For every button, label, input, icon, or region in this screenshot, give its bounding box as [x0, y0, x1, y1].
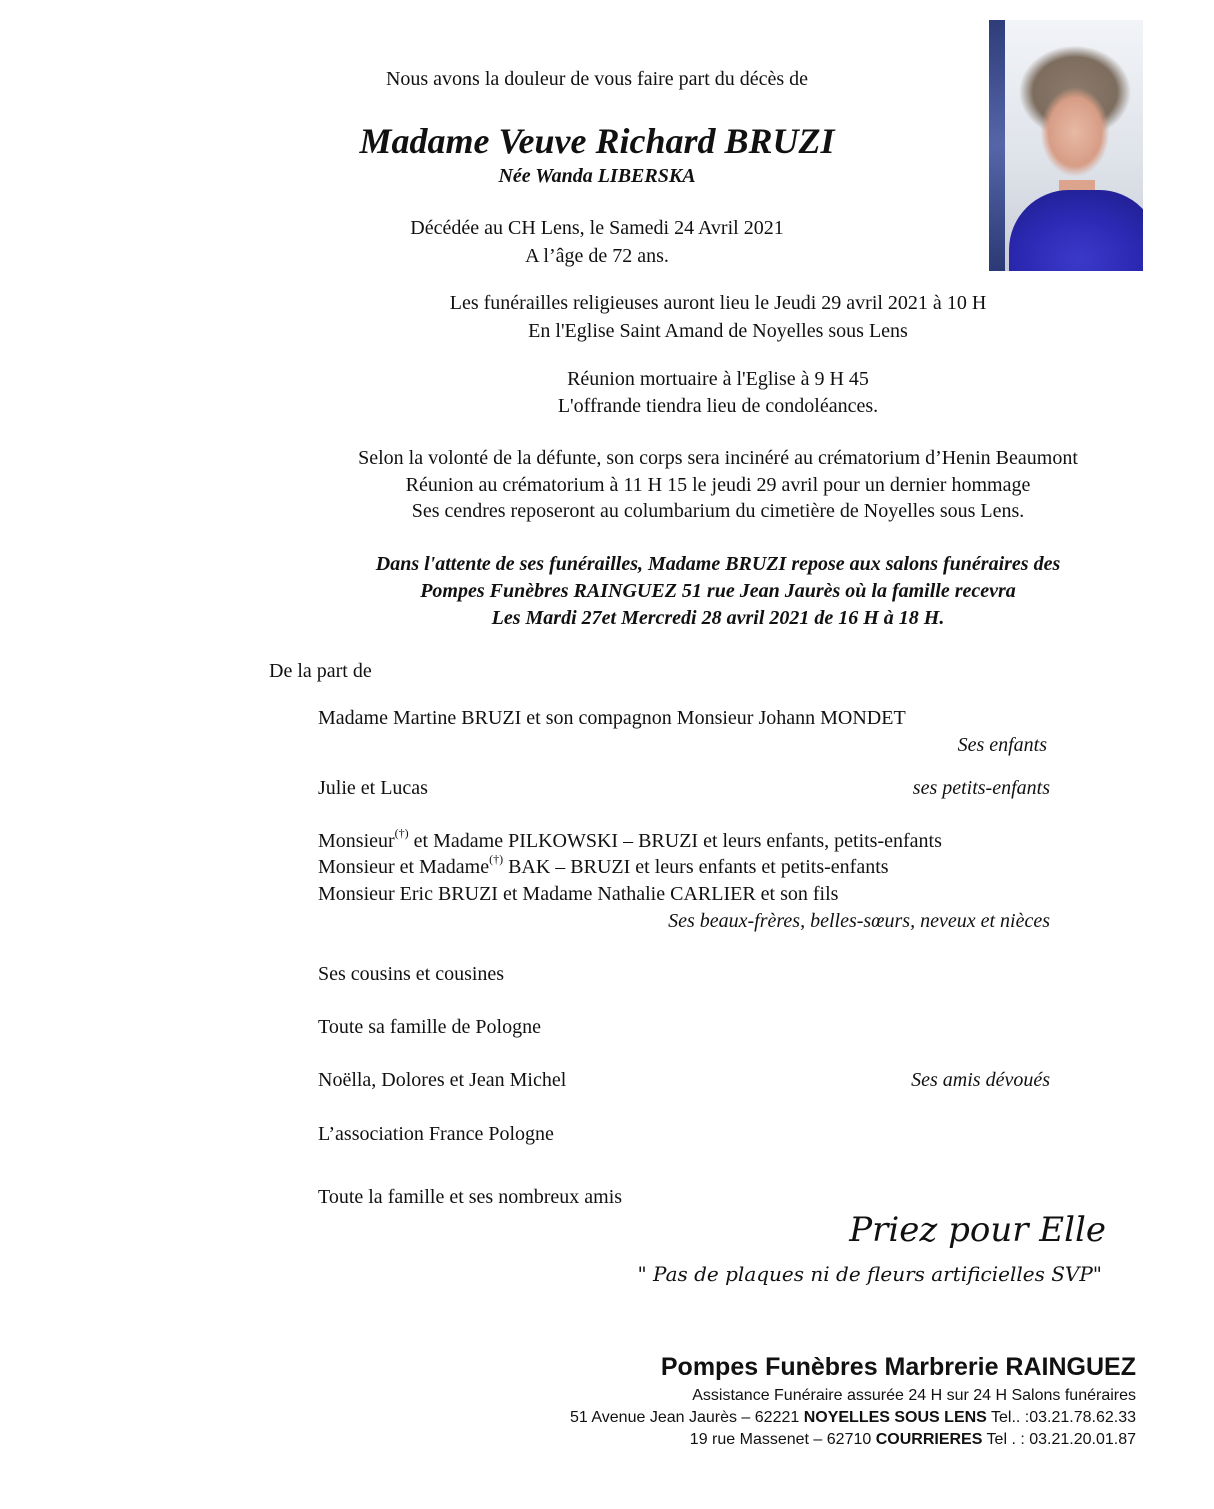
cremation-line-1: Selon la volonté de la défunte, son corps sera incinéré au crématorium d’Henin Beaumont	[358, 447, 1078, 469]
inlaw-line-2: Monsieur et Madame(†) BAK – BRUZI et leurs enfants et petits-enfants	[318, 852, 889, 878]
inlaw-line-3: Monsieur Eric BRUZI et Madame Nathalie CARLIER et son fils	[318, 883, 839, 905]
portrait-photo	[989, 20, 1143, 271]
age-line: A l’âge de 72 ans.	[525, 245, 669, 267]
salon-line-2: Pompes Funèbres RAINGUEZ 51 rue Jean Jaurès où la famille recevra	[420, 580, 1016, 602]
address-noyelles: 51 Avenue Jean Jaurès – 62221 NOYELLES SOUS LENS Tel.. :03.21.78.62.33	[570, 1409, 1136, 1426]
inlaws-role: Ses beaux-frères, belles-sœurs, neveux et nièces	[668, 910, 1050, 932]
deceased-name: Madame Veuve Richard BRUZI	[359, 121, 835, 161]
no-flowers-note: " Pas de plaques ni de fleurs artificielles SVP"	[637, 1262, 1102, 1286]
all-family-line: Toute la famille et ses nombreux amis	[318, 1186, 623, 1208]
deceased-mark: (†)	[489, 852, 504, 866]
assistance-line: Assistance Funéraire assurée 24 H sur 24 H Salons funéraires	[692, 1387, 1136, 1404]
cremation-line-3: Ses cendres reposeront au columbarium du cimetière de Noyelles sous Lens.	[411, 500, 1025, 522]
deceased-mark: (†)	[394, 826, 409, 840]
inlaw-line-1: Monsieur(†) et Madame PILKOWSKI – BRUZI et leurs enfants, petits-enfants	[318, 826, 942, 852]
pray-text: Priez pour Elle	[849, 1210, 1106, 1250]
meeting-line-1: Réunion mortuaire à l'Eglise à 9 H 45	[567, 368, 869, 390]
poland-family-line: Toute sa famille de Pologne	[318, 1016, 541, 1038]
children-names: Madame Martine BRUZI et son compagnon Monsieur Johann MONDET	[318, 707, 906, 729]
maiden-name: Née Wanda LIBERSKA	[498, 165, 696, 187]
death-line: Décédée au CH Lens, le Samedi 24 Avril 2021	[410, 217, 784, 239]
address-courrieres: 19 rue Massenet – 62710 COURRIERES Tel . : 03.21.20.01.87	[689, 1431, 1136, 1448]
salon-line-3: Les Mardi 27et Mercredi 28 avril 2021 de 16 H à 18 H.	[491, 607, 945, 629]
friends-role: Ses amis dévoués	[911, 1069, 1050, 1091]
meeting-line-2: L'offrande tiendra lieu de condoléances.	[557, 395, 879, 417]
funeral-line-1: Les funérailles religieuses auront lieu le Jeudi 29 avril 2021 à 10 H	[449, 292, 987, 314]
intro-text: Nous avons la douleur de vous faire part du décès de	[385, 68, 809, 90]
from-label: De la part de	[269, 660, 372, 682]
grandchildren-role: ses petits-enfants	[912, 777, 1050, 799]
friends-names: Noëlla, Dolores et Jean Michel	[318, 1069, 567, 1091]
cremation-line-2: Réunion au crématorium à 11 H 15 le jeudi 29 avril pour un dernier hommage	[405, 474, 1031, 496]
association-line: L’association France Pologne	[318, 1123, 554, 1145]
company-name: Pompes Funèbres Marbrerie RAINGUEZ	[660, 1353, 1136, 1381]
cousins-line: Ses cousins et cousines	[318, 963, 505, 985]
salon-line-1: Dans l'attente de ses funérailles, Madame BRUZI repose aux salons funéraires des	[375, 553, 1061, 575]
funeral-line-2: En l'Eglise Saint Amand de Noyelles sous Lens	[528, 320, 908, 342]
grandchildren-names: Julie et Lucas	[318, 777, 428, 799]
children-role: Ses enfants	[957, 734, 1047, 756]
